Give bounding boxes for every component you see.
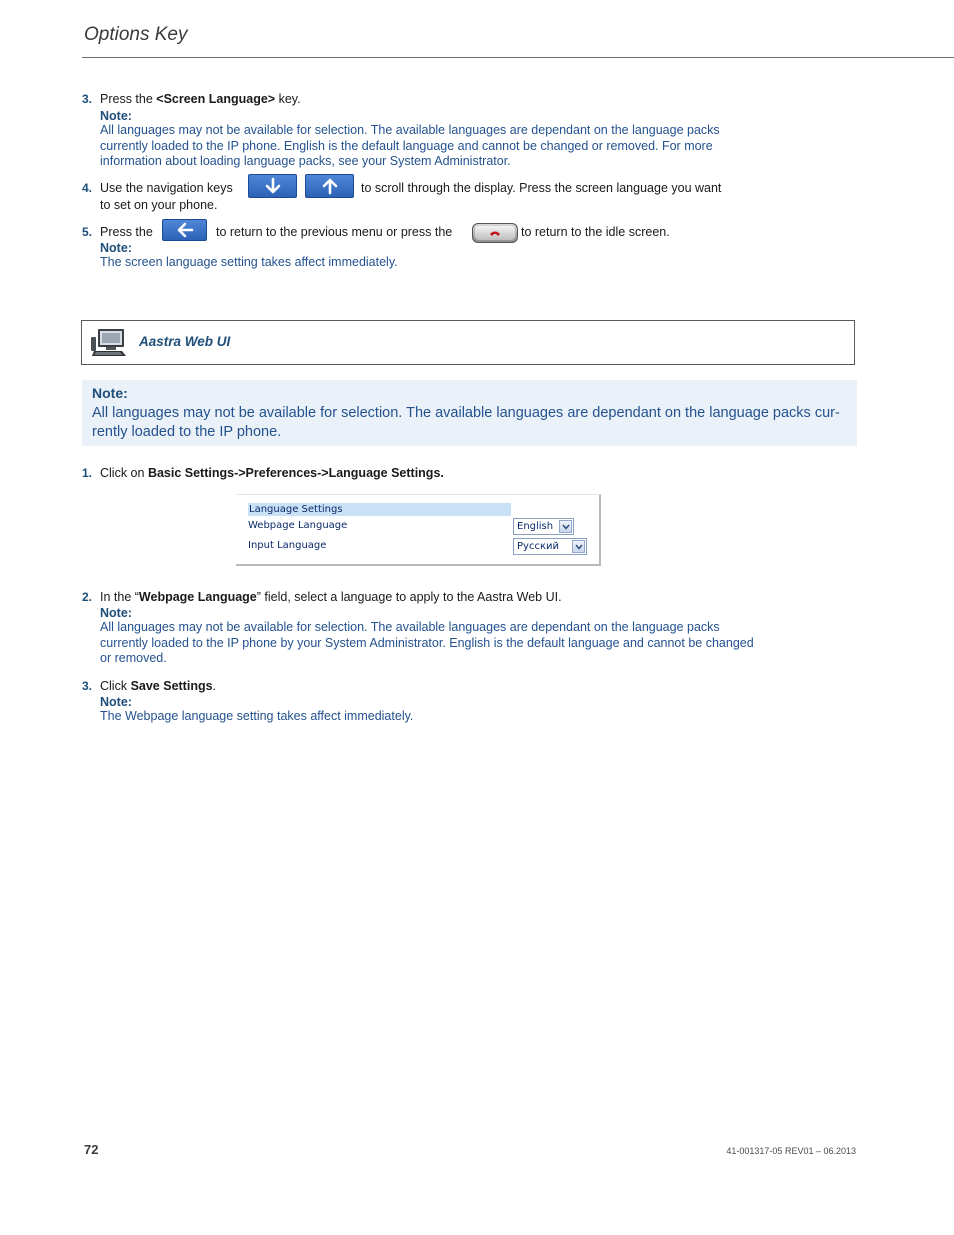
computer-icon xyxy=(90,327,128,364)
note-heading: Note: xyxy=(92,385,128,401)
note-heading: Note: xyxy=(100,606,132,620)
webpage-language-select[interactable] xyxy=(513,518,574,535)
step-text-pre: Press the xyxy=(100,225,153,239)
arrow-down-key-icon xyxy=(248,174,297,198)
step-text: Press the <Screen Language> key. xyxy=(100,92,301,106)
step-text: Click Save Settings. xyxy=(100,679,217,693)
input-language-select[interactable] xyxy=(513,538,587,555)
step-number: 5. xyxy=(82,225,93,239)
chevron-down-icon xyxy=(559,520,572,533)
document-id: 41-001317-05 REV01 – 06.2013 xyxy=(726,1146,856,1156)
step-number: 2. xyxy=(82,590,93,604)
note-text: All languages may not be available for selection. The available languages are dependant on the language packs currently loaded to the IP phone. English is the default language and cannot be changed or removed. For more information about loading language packs, see your System Administrator. xyxy=(100,123,720,168)
note-text: All languages may not be available for selection. The available languages are dependant on the language packs currently loaded to the IP phone by your System Administrator. English is the default language and cannot be changed or removed. xyxy=(100,620,754,665)
note-heading: Note: xyxy=(100,109,132,123)
language-settings-panel xyxy=(236,494,601,566)
note-heading: Note: xyxy=(100,695,132,709)
note-text: The screen language setting takes affect immediately. xyxy=(100,255,398,269)
panel-header: Language Settings xyxy=(248,503,511,516)
note-text: All languages may not be available for selection. The available languages are dependant on the language packs cur-rently loaded to the IP phone. xyxy=(92,405,840,440)
step-text-pre: Use the navigation keys xyxy=(100,181,233,195)
step-number: 4. xyxy=(82,181,93,195)
webpage-language-label: Webpage Language xyxy=(248,520,348,531)
select-value: Русский xyxy=(517,541,559,552)
goodbye-key-icon xyxy=(472,223,518,243)
step-text: Click on Basic Settings->Preferences->Language Settings. xyxy=(100,466,444,480)
step-text-post: to scroll through the display. Press the screen language you want xyxy=(361,181,722,195)
input-language-label: Input Language xyxy=(248,540,327,551)
note-heading: Note: xyxy=(100,241,132,255)
page-number: 72 xyxy=(84,1142,99,1157)
chevron-down-icon xyxy=(572,540,585,553)
step-number: 1. xyxy=(82,466,93,480)
section-label: Aastra Web UI xyxy=(139,334,231,349)
step-text-line2: to set on your phone. xyxy=(100,198,218,212)
header-divider xyxy=(82,57,954,58)
step-text: In the “Webpage Language” field, select a language to apply to the Aastra Web UI. xyxy=(100,590,562,604)
step-number: 3. xyxy=(82,679,93,693)
arrow-left-key-icon xyxy=(162,219,207,241)
step-text-post: to return to the idle screen. xyxy=(521,225,670,239)
page-header-title: Options Key xyxy=(84,24,188,45)
note-text: The Webpage language setting takes affect immediately. xyxy=(100,709,414,723)
arrow-up-key-icon xyxy=(305,174,354,198)
select-value: English xyxy=(517,521,554,532)
step-text-mid: to return to the previous menu or press the xyxy=(216,225,453,239)
aastra-web-ui-section xyxy=(81,320,855,365)
note-callout xyxy=(82,380,857,446)
step-number: 3. xyxy=(82,92,93,106)
